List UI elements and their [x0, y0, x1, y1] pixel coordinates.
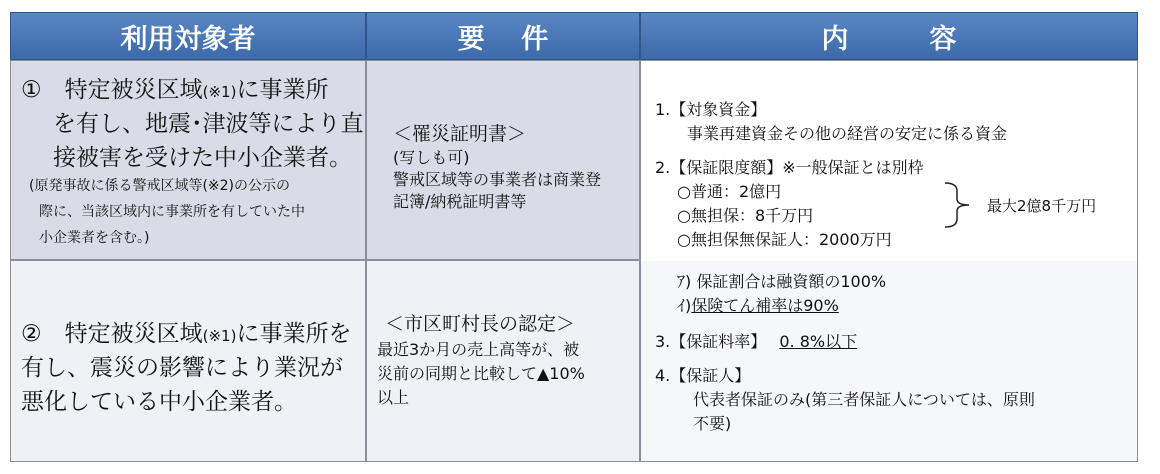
row1-requirement-line2: 警戒区域等の事業者は商業登: [393, 170, 602, 189]
content-cell: [640, 60, 1138, 462]
header-content-label: 内 容: [821, 23, 957, 55]
content-item2-max: 最大2億8千万円: [987, 197, 1097, 215]
content-item4-body1: 代表者保証のみ(第三者保証人については、原則: [693, 390, 1035, 409]
row1-requirement-cell: [366, 60, 640, 260]
row2-requirement-line2: 災前の同期と比較して▲10%: [377, 364, 585, 383]
brace-icon: [941, 181, 981, 229]
row1-requirement-title: ＜罹災証明書＞: [393, 123, 527, 145]
row1-target-cell: [10, 60, 366, 260]
row2-target-line3: 悪化している中小企業者。: [21, 389, 297, 415]
row2-target-line1-text: ② 特定被災区域: [21, 321, 203, 347]
content-item2-b: ○無担保：8千万円: [677, 206, 814, 225]
row2-requirement-line3: 以上: [377, 388, 410, 407]
content-item2-a: ○普通：2億円: [677, 182, 782, 201]
header-content: [640, 12, 1138, 60]
content-sub-b-text: 保険てん補率は90%: [691, 296, 839, 315]
row1-target-small3: 小企業者を含む。): [39, 230, 150, 246]
content-item3: [655, 329, 857, 352]
row2-target-cell: [10, 260, 366, 462]
content-item1-title: 1.【対象資金】: [655, 100, 767, 119]
row1-target-line2: を有し、地震･津波等により直: [53, 111, 364, 137]
row2-target-note1: (※1): [202, 327, 237, 345]
row2-requirement-title: ＜市区町村長の認定＞: [385, 313, 576, 335]
row1-target-line1-text: ① 特定被災区域: [21, 77, 203, 103]
header-target: [10, 12, 366, 60]
row1-target-line1: [21, 71, 328, 104]
row2-requirement-line1: 最近3か月の売上高等が、被: [377, 340, 580, 359]
header-requirement-label: 要 件: [457, 23, 549, 55]
content-sub-a: ｱ) 保証割合は融資額の100%: [677, 272, 887, 291]
row2-target-line1b: に事業所を: [236, 321, 352, 347]
content-sub-b-prefix: ｲ): [677, 296, 692, 315]
content-item1-body: 事業再建資金その他の経営の安定に係る資金: [687, 124, 1008, 143]
content-sub-b: [677, 293, 839, 316]
content-item3-value: 0. 8%以下: [779, 332, 858, 351]
row1-target-small1: (原発事故に係る警戒区域等(※2)の公示の: [29, 178, 291, 194]
header-requirement: [366, 12, 640, 60]
row1-target-line3: 接被害を受けた中小企業者。: [53, 145, 352, 171]
row1-target-note1: (※1): [202, 83, 237, 101]
content-item2-c: ○無担保無保証人：2000万円: [677, 230, 892, 249]
content-item4-title: 4.【保証人】: [655, 366, 751, 385]
row2-requirement-cell: [366, 260, 640, 462]
row1-target-line1b: に事業所: [236, 77, 329, 103]
header-target-label: 利用対象者: [120, 23, 256, 55]
content-item2-title: 2.【保証限度額】※一般保証とは別枠: [655, 158, 924, 177]
row2-target-line2: 有し、震災の影響により業況が: [21, 355, 343, 381]
row1-requirement-line3: 記簿/納税証明書等: [393, 192, 527, 211]
row2-target-line1: [21, 315, 351, 348]
content-item4-body2: 不要): [693, 414, 732, 433]
row1-target-small2: 際に、当該区域内に事業所を有していた中: [39, 204, 305, 220]
content-item3-title: 3.【保証料率】: [655, 332, 767, 351]
row1-requirement-line1: (写しも可): [393, 148, 470, 167]
